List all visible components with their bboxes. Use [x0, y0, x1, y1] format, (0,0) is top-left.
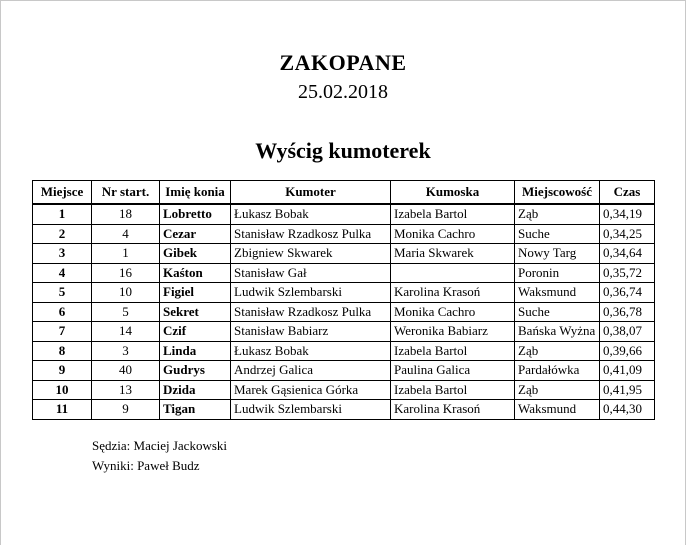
cell-time: 0,35,72 — [600, 263, 655, 283]
cell-time: 0,36,74 — [600, 283, 655, 303]
cell-kumoter: Łukasz Bobak — [231, 341, 391, 361]
judge-line: Sędzia: Maciej Jackowski — [92, 438, 228, 453]
cell-kumoska: Izabela Bartol — [391, 380, 515, 400]
cell-kumoska — [391, 263, 515, 283]
cell-horse-name: Figiel — [160, 283, 231, 303]
table-row — [33, 302, 655, 322]
footer — [92, 436, 227, 476]
cell-horse-name: Lobretto — [160, 204, 231, 224]
cell-horse-name: Gibek — [160, 244, 231, 264]
table-header-row — [33, 181, 655, 205]
cell-horse-name: Sekret — [160, 302, 231, 322]
cell-town: Suche — [515, 302, 600, 322]
cell-town: Waksmund — [515, 283, 600, 303]
results-line: Wyniki: Paweł Budz — [92, 458, 200, 473]
cell-horse-name: Dzida — [160, 380, 231, 400]
cell-place: 10 — [33, 380, 92, 400]
table-row — [33, 244, 655, 264]
cell-place: 2 — [33, 224, 92, 244]
cell-horse-name: Kaśton — [160, 263, 231, 283]
column-header-start-number: Nr start. — [92, 181, 160, 205]
table-row — [33, 361, 655, 381]
cell-place: 1 — [33, 204, 92, 224]
table-row — [33, 322, 655, 342]
cell-kumoter: Marek Gąsienica Górka — [231, 380, 391, 400]
cell-time: 0,41,09 — [600, 361, 655, 381]
column-header-kumoska: Kumoska — [391, 181, 515, 205]
cell-time: 0,41,95 — [600, 380, 655, 400]
cell-place: 7 — [33, 322, 92, 342]
cell-town: Waksmund — [515, 400, 600, 420]
table-row — [33, 341, 655, 361]
cell-time: 0,34,25 — [600, 224, 655, 244]
table-row — [33, 283, 655, 303]
cell-place: 3 — [33, 244, 92, 264]
cell-time: 0,44,30 — [600, 400, 655, 420]
cell-place: 9 — [33, 361, 92, 381]
cell-place: 6 — [33, 302, 92, 322]
cell-start-number: 14 — [92, 322, 160, 342]
cell-place: 11 — [33, 400, 92, 420]
column-header-place: Miejsce — [33, 181, 92, 205]
cell-start-number: 16 — [92, 263, 160, 283]
cell-time: 0,34,64 — [600, 244, 655, 264]
cell-start-number: 10 — [92, 283, 160, 303]
cell-time: 0,36,78 — [600, 302, 655, 322]
cell-kumoska: Maria Skwarek — [391, 244, 515, 264]
cell-horse-name: Gudrys — [160, 361, 231, 381]
cell-place: 8 — [33, 341, 92, 361]
cell-time: 0,38,07 — [600, 322, 655, 342]
cell-start-number: 9 — [92, 400, 160, 420]
cell-start-number: 4 — [92, 224, 160, 244]
cell-start-number: 18 — [92, 204, 160, 224]
column-header-horse-name: Imię konia — [160, 181, 231, 205]
cell-kumoska: Monika Cachro — [391, 302, 515, 322]
table-row — [33, 380, 655, 400]
cell-horse-name: Czif — [160, 322, 231, 342]
cell-kumoska: Izabela Bartol — [391, 341, 515, 361]
cell-kumoter: Ludwik Szlembarski — [231, 400, 391, 420]
event-city: ZAKOPANE — [279, 50, 407, 75]
cell-start-number: 3 — [92, 341, 160, 361]
cell-place: 4 — [33, 263, 92, 283]
cell-kumoter: Łukasz Bobak — [231, 204, 391, 224]
cell-town: Ząb — [515, 341, 600, 361]
cell-time: 0,39,66 — [600, 341, 655, 361]
table-row — [33, 224, 655, 244]
cell-town: Bańska Wyżna — [515, 322, 600, 342]
cell-town: Suche — [515, 224, 600, 244]
cell-kumoska: Izabela Bartol — [391, 204, 515, 224]
cell-kumoska: Paulina Galica — [391, 361, 515, 381]
cell-horse-name: Linda — [160, 341, 231, 361]
cell-start-number: 40 — [92, 361, 160, 381]
cell-town: Poronin — [515, 263, 600, 283]
results-table — [32, 180, 655, 420]
cell-kumoter: Stanisław Rzadkosz Pulka — [231, 224, 391, 244]
table-row — [33, 263, 655, 283]
cell-time: 0,34,19 — [600, 204, 655, 224]
cell-kumoter: Stanisław Babiarz — [231, 322, 391, 342]
cell-town: Ząb — [515, 380, 600, 400]
cell-town: Nowy Targ — [515, 244, 600, 264]
race-title: Wyścig kumoterek — [255, 138, 431, 163]
cell-kumoter: Ludwik Szlembarski — [231, 283, 391, 303]
cell-start-number: 5 — [92, 302, 160, 322]
cell-kumoska: Weronika Babiarz — [391, 322, 515, 342]
cell-kumoska: Karolina Krasoń — [391, 400, 515, 420]
cell-kumoter: Stanisław Gał — [231, 263, 391, 283]
cell-kumoter: Stanisław Rzadkosz Pulka — [231, 302, 391, 322]
cell-town: Pardałówka — [515, 361, 600, 381]
cell-horse-name: Cezar — [160, 224, 231, 244]
event-date: 25.02.2018 — [298, 81, 388, 103]
column-header-town: Miejscowość — [515, 181, 600, 205]
cell-kumoska: Monika Cachro — [391, 224, 515, 244]
cell-place: 5 — [33, 283, 92, 303]
column-header-kumoter: Kumoter — [231, 181, 391, 205]
cell-start-number: 13 — [92, 380, 160, 400]
cell-town: Ząb — [515, 204, 600, 224]
cell-horse-name: Tigan — [160, 400, 231, 420]
cell-kumoter: Zbigniew Skwarek — [231, 244, 391, 264]
column-header-time: Czas — [600, 181, 655, 205]
cell-kumoska: Karolina Krasoń — [391, 283, 515, 303]
cell-start-number: 1 — [92, 244, 160, 264]
cell-kumoter: Andrzej Galica — [231, 361, 391, 381]
table-row — [33, 400, 655, 420]
table-row — [33, 204, 655, 224]
